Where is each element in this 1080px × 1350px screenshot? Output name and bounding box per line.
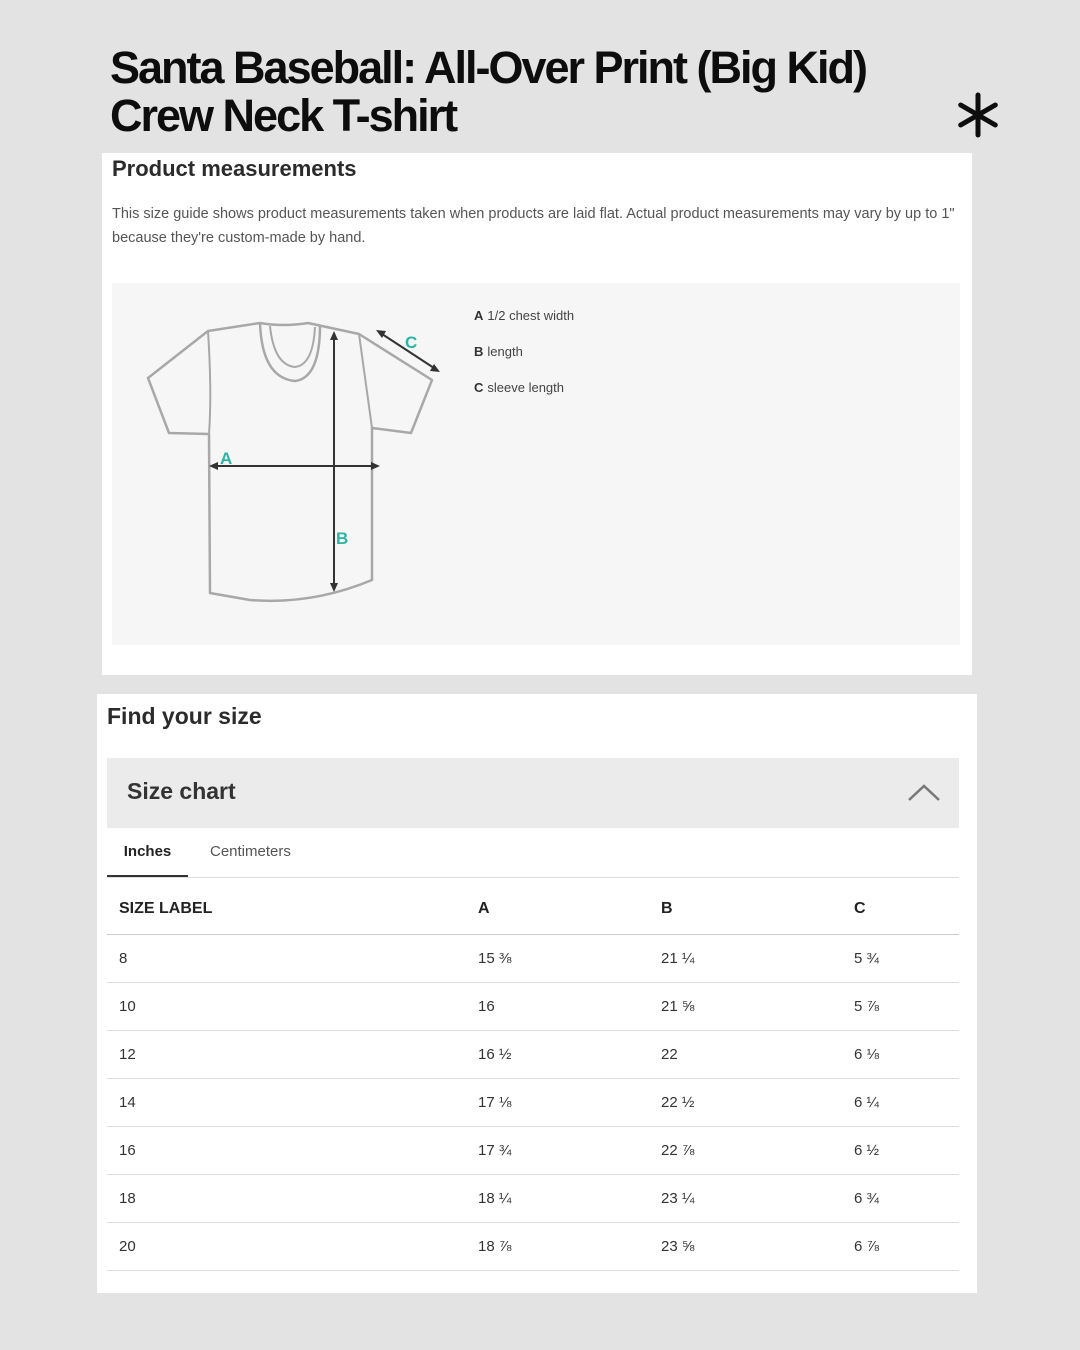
table-row (107, 1079, 959, 1127)
diagram-label-a: A (220, 449, 233, 468)
cell-c: 6 ⅛ (842, 1031, 959, 1079)
legend-item-c: C sleeve length (474, 380, 565, 395)
cell-a: 18 ⅞ (466, 1223, 649, 1271)
cell-size: 12 (107, 1031, 466, 1079)
column-header-b: B (649, 884, 842, 935)
legend-item-b: B length (474, 344, 523, 359)
cell-a: 15 ⅜ (466, 935, 649, 983)
size-chart-label: Size chart (127, 778, 236, 804)
table-header-row (107, 884, 959, 935)
cell-b: 22 ⅞ (649, 1127, 842, 1175)
diagram-label-b: B (336, 529, 349, 548)
column-header-a: A (466, 884, 649, 935)
cell-c: 6 ¼ (842, 1079, 959, 1127)
table-row (107, 935, 959, 983)
tab-centimeters[interactable]: Centimeters (210, 843, 291, 860)
cell-size: 14 (107, 1079, 466, 1127)
diagram-label-c: C (405, 333, 418, 352)
cell-b: 23 ¼ (649, 1175, 842, 1223)
legend-item-a: A 1/2 chest width (474, 308, 575, 323)
cell-size: 16 (107, 1127, 466, 1175)
find-your-size-panel (97, 694, 977, 1293)
title-line-1: Santa Baseball: All-Over Print (Big Kid) (110, 42, 866, 93)
cell-c: 5 ¾ (842, 935, 959, 983)
chevron-up-icon[interactable] (906, 780, 942, 804)
table-row (107, 983, 959, 1031)
table-row (107, 1223, 959, 1271)
tshirt-outline (148, 323, 432, 601)
cell-b: 22 (649, 1031, 842, 1079)
cell-b: 21 ¼ (649, 935, 842, 983)
title-line-2: Crew Neck T-shirt (110, 90, 457, 141)
find-your-size-heading: Find your size (107, 703, 262, 729)
cell-a: 16 (466, 983, 649, 1031)
product-measurements-panel (102, 153, 972, 675)
unit-tabs (107, 828, 959, 878)
asterisk-icon (955, 92, 1001, 138)
table-row (107, 1175, 959, 1223)
cell-a: 16 ½ (466, 1031, 649, 1079)
arrow-a-head-right (371, 462, 380, 470)
cell-c: 6 ½ (842, 1127, 959, 1175)
measurement-diagram (112, 283, 960, 645)
measurement-legend (474, 307, 574, 415)
column-header-size-label: SIZE LABEL (107, 884, 466, 935)
cell-size: 10 (107, 983, 466, 1031)
cell-a: 18 ¼ (466, 1175, 649, 1223)
cell-size: 18 (107, 1175, 466, 1223)
measurements-description: This size guide shows product measurements taken when products are laid flat. Actual product measurements may vary by up to 1" because they're custom-made by hand. (112, 206, 955, 246)
size-chart-accordion-header[interactable] (107, 758, 959, 828)
table-row (107, 1031, 959, 1079)
product-measurements-heading: Product measurements (112, 156, 357, 181)
cell-size: 20 (107, 1223, 466, 1271)
cell-b: 21 ⅝ (649, 983, 842, 1031)
cell-a: 17 ⅛ (466, 1079, 649, 1127)
cell-c: 6 ¾ (842, 1175, 959, 1223)
cell-size: 8 (107, 935, 466, 983)
cell-a: 17 ¾ (466, 1127, 649, 1175)
table-row (107, 1127, 959, 1175)
column-header-c: C (842, 884, 959, 935)
cell-c: 6 ⅞ (842, 1223, 959, 1271)
page-title (110, 44, 930, 140)
cell-b: 23 ⅝ (649, 1223, 842, 1271)
cell-b: 22 ½ (649, 1079, 842, 1127)
cell-c: 5 ⅞ (842, 983, 959, 1031)
tab-inches[interactable]: Inches (107, 828, 188, 877)
tshirt-diagram (112, 283, 472, 645)
size-table (107, 884, 959, 1271)
